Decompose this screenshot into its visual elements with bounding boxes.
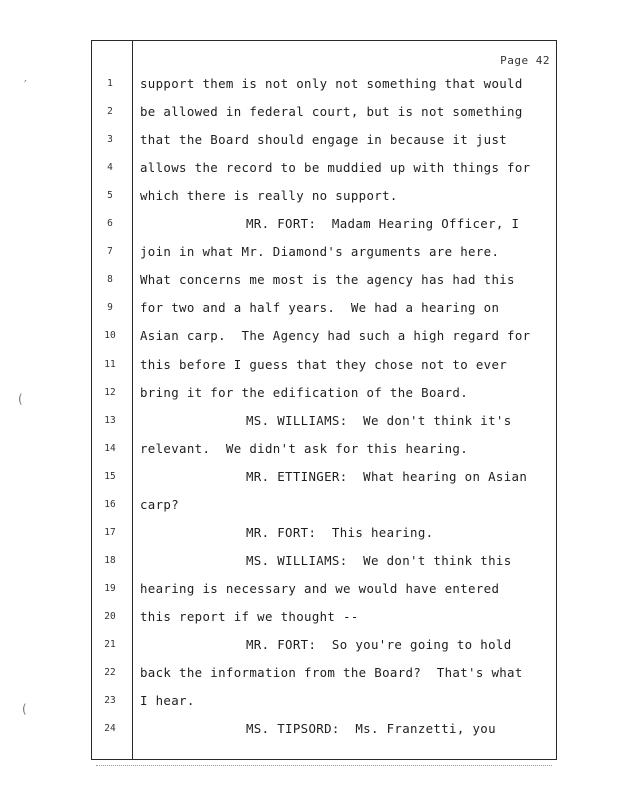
scan-artifact-mark: ′ bbox=[24, 78, 27, 92]
line-text: allows the record to be muddied up with things for bbox=[140, 160, 531, 175]
transcript-line bbox=[0, 216, 618, 244]
transcript-line bbox=[0, 441, 618, 469]
transcript-line bbox=[0, 553, 618, 581]
line-text: MR. FORT: This hearing. bbox=[246, 525, 434, 540]
line-text: this report if we thought -- bbox=[140, 609, 359, 624]
line-text: this before I guess that they chose not to ever bbox=[140, 357, 508, 372]
line-text: MS. WILLIAMS: We don't think this bbox=[246, 553, 512, 568]
line-number: 7 bbox=[107, 246, 113, 257]
transcript-line bbox=[0, 385, 618, 413]
line-number: 1 bbox=[107, 78, 113, 89]
line-number: 14 bbox=[104, 443, 116, 454]
line-text: Asian carp. The Agency had such a high regard for bbox=[140, 328, 531, 343]
line-number: 5 bbox=[107, 190, 113, 201]
scan-artifact-mark: ( bbox=[22, 702, 27, 716]
transcript-line bbox=[0, 76, 618, 104]
page-number: Page 42 bbox=[500, 54, 550, 67]
line-text: MR. ETTINGER: What hearing on Asian bbox=[246, 469, 528, 484]
line-text: bring it for the edification of the Board. bbox=[140, 385, 469, 400]
line-text: support them is not only not something that would bbox=[140, 76, 523, 91]
line-text: back the information from the Board? That's what bbox=[140, 665, 523, 680]
scan-artifact-mark: ( bbox=[18, 392, 23, 406]
line-text: MS. WILLIAMS: We don't think it's bbox=[246, 413, 512, 428]
transcript-line bbox=[0, 328, 618, 356]
transcript-line bbox=[0, 581, 618, 609]
line-text: MS. TIPSORD: Ms. Franzetti, you bbox=[246, 721, 496, 736]
line-number: 10 bbox=[104, 330, 116, 341]
line-text: hearing is necessary and we would have entered bbox=[140, 581, 500, 596]
line-number: 15 bbox=[104, 471, 116, 482]
line-number: 24 bbox=[104, 723, 116, 734]
transcript-line bbox=[0, 497, 618, 525]
line-number: 23 bbox=[104, 695, 116, 706]
line-text: join in what Mr. Diamond's arguments are here. bbox=[140, 244, 500, 259]
transcript-line bbox=[0, 693, 618, 721]
line-number: 22 bbox=[104, 667, 116, 678]
transcript-line bbox=[0, 609, 618, 637]
line-text: that the Board should engage in because it just bbox=[140, 132, 508, 147]
transcript-line bbox=[0, 272, 618, 300]
line-number: 19 bbox=[104, 583, 116, 594]
transcript-line bbox=[0, 469, 618, 497]
line-text: relevant. We didn't ask for this hearing. bbox=[140, 441, 469, 456]
transcript-line bbox=[0, 300, 618, 328]
transcript-line bbox=[0, 637, 618, 665]
line-text: I hear. bbox=[140, 693, 195, 708]
line-number: 17 bbox=[104, 527, 116, 538]
line-number: 13 bbox=[104, 415, 116, 426]
page-bottom-edge bbox=[96, 762, 552, 766]
line-number: 21 bbox=[104, 639, 116, 650]
transcript-line bbox=[0, 188, 618, 216]
transcript-line bbox=[0, 721, 618, 749]
line-number: 2 bbox=[107, 106, 113, 117]
line-number: 18 bbox=[104, 555, 116, 566]
line-text: for two and a half years. We had a hearing on bbox=[140, 300, 500, 315]
transcript-line bbox=[0, 104, 618, 132]
transcript-line bbox=[0, 244, 618, 272]
line-number: 16 bbox=[104, 499, 116, 510]
line-number: 11 bbox=[104, 359, 116, 370]
line-number: 6 bbox=[107, 218, 113, 229]
transcript-line bbox=[0, 665, 618, 693]
line-text: MR. FORT: So you're going to hold bbox=[246, 637, 512, 652]
line-number: 12 bbox=[104, 387, 116, 398]
line-text: What concerns me most is the agency has had this bbox=[140, 272, 515, 287]
line-number: 20 bbox=[104, 611, 116, 622]
transcript-line bbox=[0, 413, 618, 441]
line-number: 4 bbox=[107, 162, 113, 173]
line-text: MR. FORT: Madam Hearing Officer, I bbox=[246, 216, 520, 231]
transcript-line bbox=[0, 132, 618, 160]
transcript-line bbox=[0, 160, 618, 188]
line-number: 3 bbox=[107, 134, 113, 145]
line-text: which there is really no support. bbox=[140, 188, 398, 203]
transcript-line bbox=[0, 357, 618, 385]
line-text: carp? bbox=[140, 497, 180, 512]
line-number: 9 bbox=[107, 302, 113, 313]
line-text: be allowed in federal court, but is not something bbox=[140, 104, 523, 119]
transcript-line bbox=[0, 525, 618, 553]
line-number: 8 bbox=[107, 274, 113, 285]
